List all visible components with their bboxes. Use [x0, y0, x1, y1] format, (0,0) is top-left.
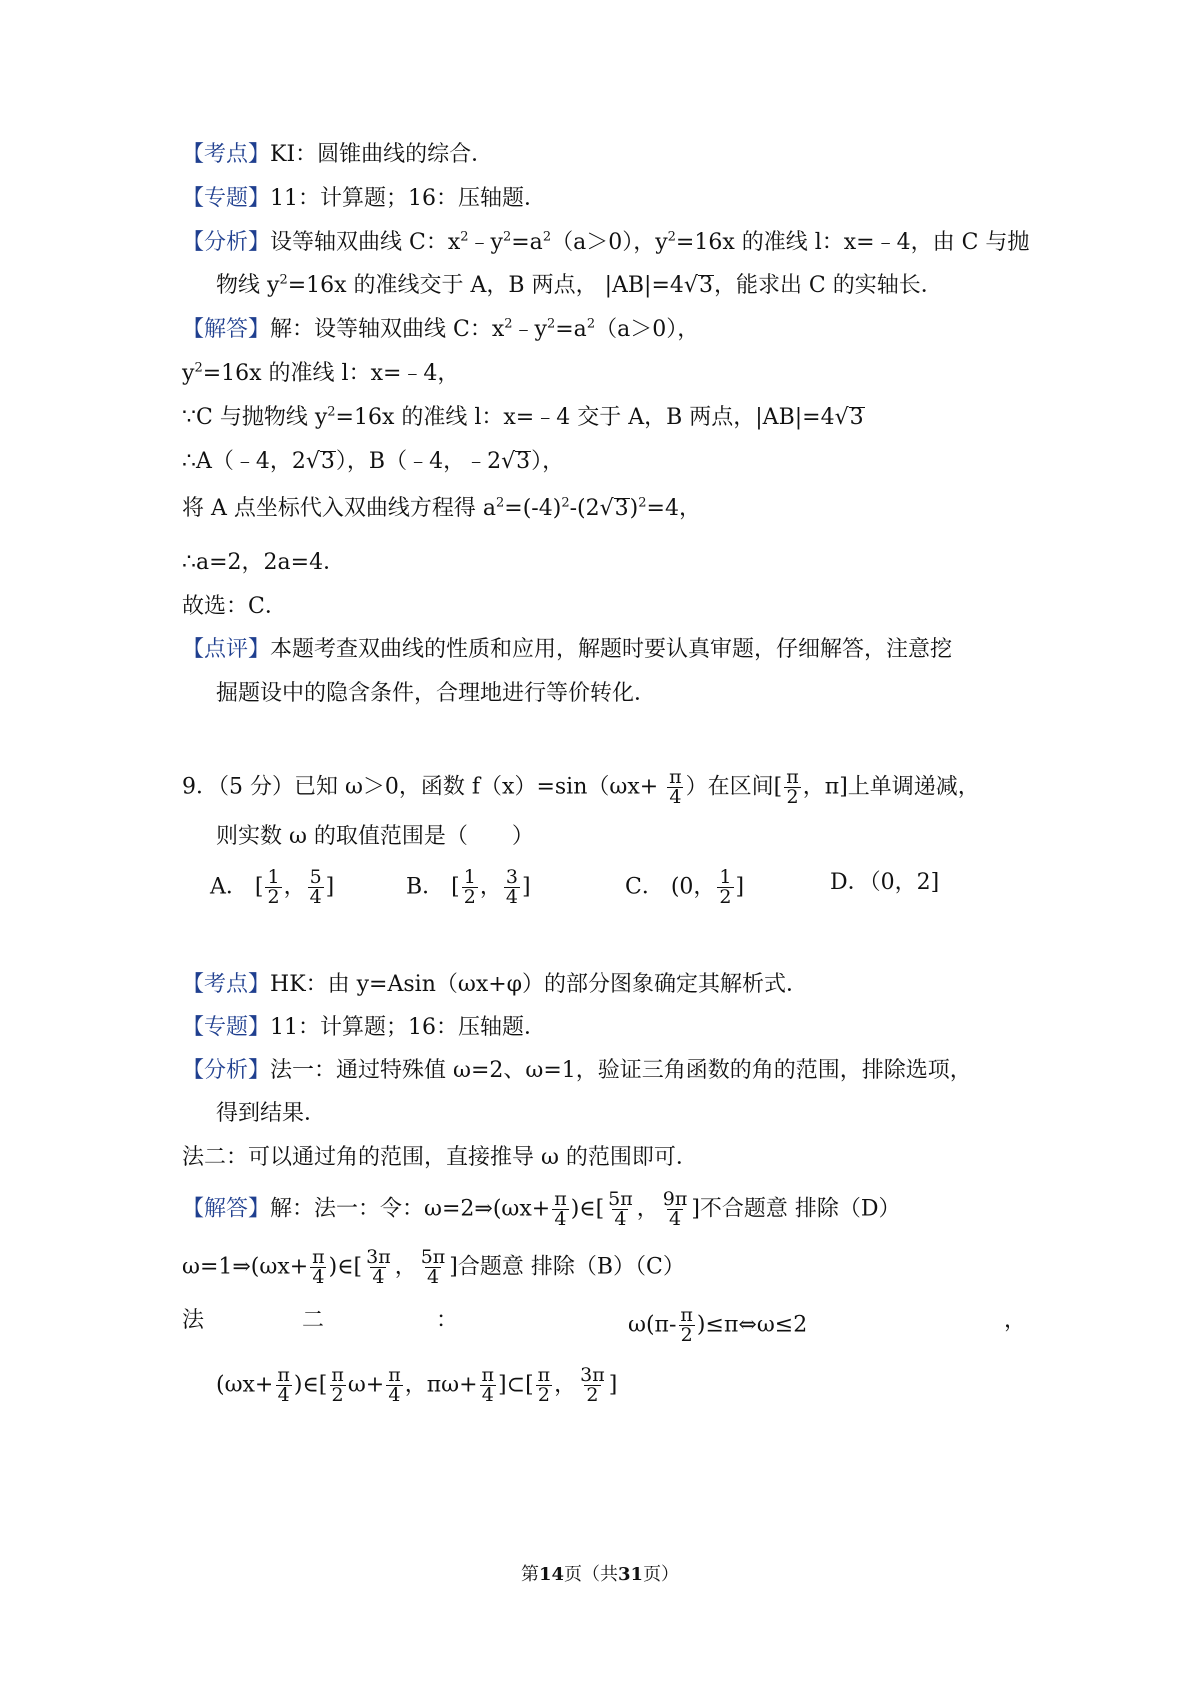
tag-jieda: 【解答】: [182, 1196, 271, 1222]
text: ]: [608, 1372, 618, 1398]
text: ，: [394, 1254, 417, 1280]
s1-kaodian-line: [182, 140, 493, 170]
text: =16x 的准线 l：x=﹣4，: [202, 361, 460, 386]
num: 5π: [608, 1188, 633, 1210]
num: π: [388, 1364, 401, 1386]
text: ：: [436, 1308, 459, 1333]
fraction: [661, 1190, 690, 1229]
fraction: [552, 1190, 569, 1229]
text: 解：设等轴双曲线 C：x: [270, 317, 505, 342]
num: 1: [463, 866, 476, 888]
den: 2: [537, 1384, 550, 1406]
s2-line-4: [216, 1366, 617, 1405]
den: 2: [586, 1384, 599, 1406]
text: 则实数 ω 的取值范围是（ ）: [216, 824, 534, 849]
s1-line-2: [182, 359, 459, 389]
text: ，π]上单调递减，: [802, 774, 980, 800]
sup: 2: [502, 229, 512, 245]
radicand: 3: [849, 405, 864, 430]
text: 物线 y: [216, 273, 280, 298]
text: 法一：通过特殊值 ω=2、ω=1，验证三角函数的角的范围，排除选项，: [270, 1058, 972, 1083]
text: ∴a=2，2a=4．: [182, 550, 346, 575]
text: =(-4): [504, 496, 562, 521]
sup: 2: [327, 404, 336, 420]
text: ，能求出 C 的实轴长．: [713, 273, 943, 298]
text: 将 A 点坐标代入双曲线方程得: [182, 496, 476, 521]
num: 5: [309, 866, 322, 888]
text: ∵C 与抛物线 y: [182, 405, 328, 430]
den: 4: [668, 1208, 682, 1230]
s1-line-4: [182, 447, 564, 477]
text: 第: [520, 1564, 539, 1585]
page-total: 31: [618, 1564, 644, 1585]
num: 1: [267, 866, 280, 888]
fraction: [504, 868, 520, 907]
text: 故选：C．: [182, 594, 287, 619]
fraction: [265, 868, 281, 907]
text: （a＞0），y: [551, 230, 668, 255]
inequality-formula: [628, 1306, 807, 1345]
sqrt-icon: √: [683, 273, 698, 298]
text: ，: [636, 1196, 659, 1222]
sqrt-icon: √: [599, 496, 614, 521]
radicand: 3: [320, 449, 335, 474]
den: 4: [554, 1208, 567, 1230]
fraction: [578, 1366, 607, 1405]
text: 得到结果．: [216, 1101, 327, 1126]
sup: 2: [504, 316, 513, 332]
text: (ωx+: [216, 1372, 274, 1398]
zhuanti-text: 11：计算题；16：压轴题．: [270, 186, 547, 211]
num: 3π: [580, 1364, 605, 1386]
tag-fenxi: 【分析】: [182, 1058, 271, 1083]
sqrt-icon: √: [834, 405, 849, 430]
fraction: [462, 868, 478, 907]
fraction: [308, 868, 324, 907]
num: π: [786, 766, 799, 788]
page-number: 14: [538, 1564, 564, 1585]
den: 4: [372, 1266, 385, 1288]
text: a: [482, 496, 496, 521]
fraction: [678, 1306, 695, 1345]
tag-zhuanti: 【专题】: [182, 1015, 271, 1040]
q9-stem-line-1: [182, 768, 980, 807]
fraction: [329, 1366, 346, 1405]
text: =16x 的准线交于 A，B 两点，: [287, 273, 598, 298]
den: 2: [267, 886, 280, 908]
fraction: [536, 1366, 553, 1405]
text: |AB|=4: [755, 405, 835, 430]
num: π: [312, 1246, 325, 1268]
option-label: A．: [210, 874, 248, 900]
num: π: [537, 1364, 551, 1386]
text: ]⊂[: [498, 1372, 534, 1398]
q9-stem-line-2: [216, 822, 534, 852]
fraction: [386, 1366, 403, 1405]
tag-kaodian: 【考点】: [182, 142, 271, 167]
den: 4: [312, 1266, 325, 1288]
fraction: [717, 868, 733, 907]
text: HK：由 y=Asin（ωx+φ）的部分图象确定其解析式．: [270, 972, 809, 997]
s2-fenxi-line-1: [182, 1056, 972, 1086]
num: 9π: [662, 1188, 688, 1210]
num: π: [669, 766, 682, 788]
text: ]不合题意 排除（D）: [691, 1196, 901, 1222]
text: ﹣y: [512, 317, 547, 342]
text: )∈[: [293, 1372, 328, 1398]
num: π: [554, 1188, 567, 1210]
radicand: 3: [614, 496, 629, 521]
sup: 2: [279, 272, 288, 288]
text: |AB|=4: [604, 273, 684, 298]
radicand: 3: [698, 273, 713, 298]
sup: 2: [638, 495, 647, 511]
text: 掘题设中的隐含条件，合理地进行等价转化．: [216, 681, 657, 706]
den: 2: [463, 886, 476, 908]
s1-line-6: [182, 548, 345, 578]
text: ），: [531, 449, 565, 474]
sqrt-icon: √: [501, 449, 516, 474]
text: ）在区间[: [685, 774, 783, 800]
sup: 2: [667, 229, 676, 245]
den: 4: [426, 1266, 440, 1288]
num: π: [331, 1364, 344, 1386]
text: ，: [1004, 1308, 1027, 1333]
sup: 2: [546, 316, 556, 332]
text: 法: [182, 1308, 205, 1333]
s1-fenxi-line-2: [216, 271, 943, 301]
tag-kaodian: 【考点】: [182, 972, 271, 997]
sup: 2: [586, 316, 596, 332]
option-label: C．: [625, 874, 664, 900]
text: ): [629, 496, 639, 521]
sup: 2: [194, 360, 203, 376]
sup: 2: [496, 495, 505, 511]
fraction: [784, 768, 801, 807]
num: π: [277, 1364, 290, 1386]
text: ﹣y: [468, 230, 503, 255]
den: 4: [309, 886, 322, 908]
text: （a＞0），: [595, 317, 700, 342]
text: y: [182, 361, 195, 386]
num: 5π: [420, 1246, 446, 1268]
fraction: [310, 1248, 327, 1287]
s2-fa2-line: [182, 1143, 698, 1173]
fraction: [667, 768, 684, 807]
sup: 2: [561, 495, 570, 511]
den: 4: [614, 1208, 627, 1230]
text: =16x 的准线 l：x=﹣4，由 C 与抛: [675, 230, 1030, 255]
tag-dianping: 【点评】: [182, 637, 271, 662]
num: 1: [719, 866, 732, 888]
den: 4: [388, 1384, 401, 1406]
den: 2: [719, 886, 732, 908]
tag-fenxi: 【分析】: [182, 230, 271, 255]
s1-dianping-line-1: [182, 635, 952, 665]
den: 4: [277, 1384, 290, 1406]
text: 页）: [643, 1564, 680, 1585]
s1-dianping-line-2: [216, 679, 656, 709]
tag-jieda: 【解答】: [182, 317, 271, 342]
s1-line-7: [182, 592, 287, 622]
text: ），B（﹣4，﹣2: [335, 449, 502, 474]
text: 法二：可以通过角的范围，直接推导 ω 的范围即可．: [182, 1145, 698, 1170]
s1-zhuanti-line: [182, 184, 546, 214]
text: 11：计算题；16：压轴题．: [270, 1015, 547, 1040]
fraction: [480, 1366, 497, 1405]
text: =a: [555, 317, 587, 342]
den: 2: [680, 1324, 693, 1346]
text: ]合题意 排除（B）（C）: [449, 1254, 685, 1280]
sup: 2: [542, 229, 552, 245]
num: 3π: [366, 1246, 391, 1268]
fraction: [419, 1248, 448, 1287]
den: 4: [481, 1384, 494, 1406]
radicand: 3: [516, 449, 531, 474]
s2-zhuanti-line: [182, 1013, 546, 1043]
option-c[interactable]: C． (0， $\frac{1}{2}$ ]: [625, 866, 745, 908]
text: 设等轴双曲线 C：x: [270, 230, 461, 255]
kaodian-text: KI：圆锥曲线的综合．: [270, 142, 494, 167]
text: 页（共: [564, 1564, 618, 1585]
fraction: [275, 1366, 292, 1405]
text: ∴A（﹣4，2: [182, 449, 306, 474]
substitution-formula: [483, 496, 647, 521]
text: 9．（5 分）已知 ω＞0，函数 f（x）=sin（ωx+: [182, 774, 659, 800]
text: ω+: [347, 1372, 385, 1398]
den: 4: [669, 786, 682, 808]
text: )∈[: [570, 1196, 605, 1222]
text: 本题考查双曲线的性质和应用，解题时要认真审题，仔细解答，注意挖: [270, 637, 953, 662]
num: 3: [505, 866, 518, 888]
num: π: [680, 1304, 693, 1326]
text: 二: [302, 1308, 325, 1333]
den: 4: [505, 886, 518, 908]
num: π: [481, 1364, 495, 1386]
s2-fenxi-line-2: [216, 1099, 326, 1129]
text: ω=1⇒(ωx+: [182, 1254, 309, 1280]
option-a[interactable]: A． [ $\frac{1}{2}$ ， $\frac{5}{4}$ ]: [210, 866, 335, 908]
tag-zhuanti: 【专题】: [182, 186, 271, 211]
text: 解：法一：令：: [270, 1196, 425, 1222]
text: =a: [511, 230, 543, 255]
text: ，: [554, 1372, 577, 1398]
s2-kaodian-line: [182, 970, 808, 1000]
s2-jieda-line-1: [182, 1190, 901, 1229]
option-label: B．: [406, 874, 445, 900]
s1-jieda-line-1: [182, 315, 699, 345]
s1-line-3: [182, 403, 865, 433]
text: ω=2⇒(ωx+: [424, 1196, 551, 1222]
sup: 2: [460, 229, 469, 245]
ab-formula: [605, 273, 714, 298]
page-footer: [0, 1560, 1200, 1586]
den: 2: [331, 1384, 344, 1406]
option-b[interactable]: B． [ $\frac{1}{2}$ ， $\frac{3}{4}$ ]: [406, 866, 531, 908]
den: 2: [786, 786, 799, 808]
s2-line-2: [182, 1248, 685, 1287]
option-d[interactable]: D．（0，2]: [830, 870, 940, 895]
text: =16x 的准线 l：x=﹣4 交于 A，B 两点，: [335, 405, 756, 430]
s1-line-5: [182, 494, 701, 524]
text: =4，: [646, 496, 701, 521]
text: )∈[: [328, 1254, 363, 1280]
s1-fenxi-line-1: [182, 228, 1029, 258]
fraction: [364, 1248, 393, 1287]
text: -(2: [569, 496, 600, 521]
fraction: [606, 1190, 635, 1229]
text: ω(π-: [628, 1312, 677, 1338]
text: )≤π⇔ω≤2: [696, 1312, 808, 1338]
sqrt-icon: √: [305, 449, 320, 474]
text: ，πω+: [404, 1372, 478, 1398]
